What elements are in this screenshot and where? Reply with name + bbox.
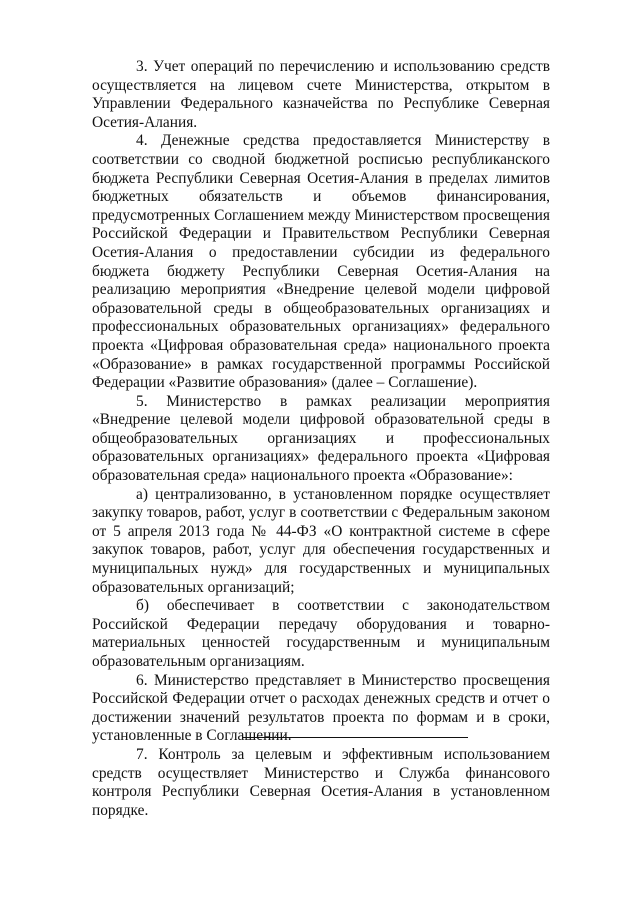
paragraph-6: 6. Министерство представляет в Министерство просвещения Российской Федерации отчет о расходах денежных средств и отчет о достижении значений результатов проекта по формам и в сроки, установленные в Соглашении.	[92, 671, 550, 745]
document-page	[92, 58, 550, 820]
subparagraph-b: б) обеспечивает в соответствии с законодательством Российской Федерации передачу оборудования и товарно-материальных ценностей государственным и муниципальным образовательным организациям.	[92, 597, 550, 670]
paragraph-5: 5. Министерство в рамках реализации мероприятия «Внедрение целевой модели цифровой образовательной среды в общеобразовательных организациях и профессиональных образовательных организациях» федерального проекта «Цифровая образовательная среда» национального проекта «Образование»:	[92, 392, 550, 485]
paragraph-3: 3. Учет операций по перечислению и использованию средств осуществляется на лицевом счете Министерства, открытом в Управлении Федерального казначейства по Республике Северная Осетия-Алания.	[92, 58, 550, 131]
paragraph-4: 4. Денежные средства предоставляется Министерству в соответствии со сводной бюджетной росписью республиканского бюджета Республики Северная Осетия-Алания в пределах лимитов бюджетных обязательств и объемов финансирования, предусмотренных Соглашением между Министерством просвещения Российской Федерации и Правительством Республики Северная Осетия-Алания о предоставлении субсидии из федерального бюджета бюджету Республики Северная Осетия-Алания на реализацию мероприятия «Внедрение целевой модели цифровой образовательной среды в общеобразовательных организациях и профессиональных образовательных организациях» федерального проекта «Цифровая образовательная среда» национального проекта «Образование» в рамках государственной программы Российской Федерации «Развитие образования» (далее – Соглашение).	[92, 132, 550, 392]
end-of-document-rule	[243, 737, 468, 738]
subparagraph-a: а) централизованно, в установленном порядке осуществляет закупку товаров, работ, услуг в соответствии с Федеральным законом от 5 апреля 2013 года № 44-ФЗ «О контрактной системе в сфере закупок товаров, работ, услуг для обеспечения государственных и муниципальных нужд» для государственных и муниципальных образовательных организаций;	[92, 485, 550, 596]
paragraph-7: 7. Контроль за целевым и эффективным использованием средств осуществляет Министерство и Служба финансового контроля Республики Северная Осетия-Алания в установленном порядке.	[92, 745, 550, 819]
